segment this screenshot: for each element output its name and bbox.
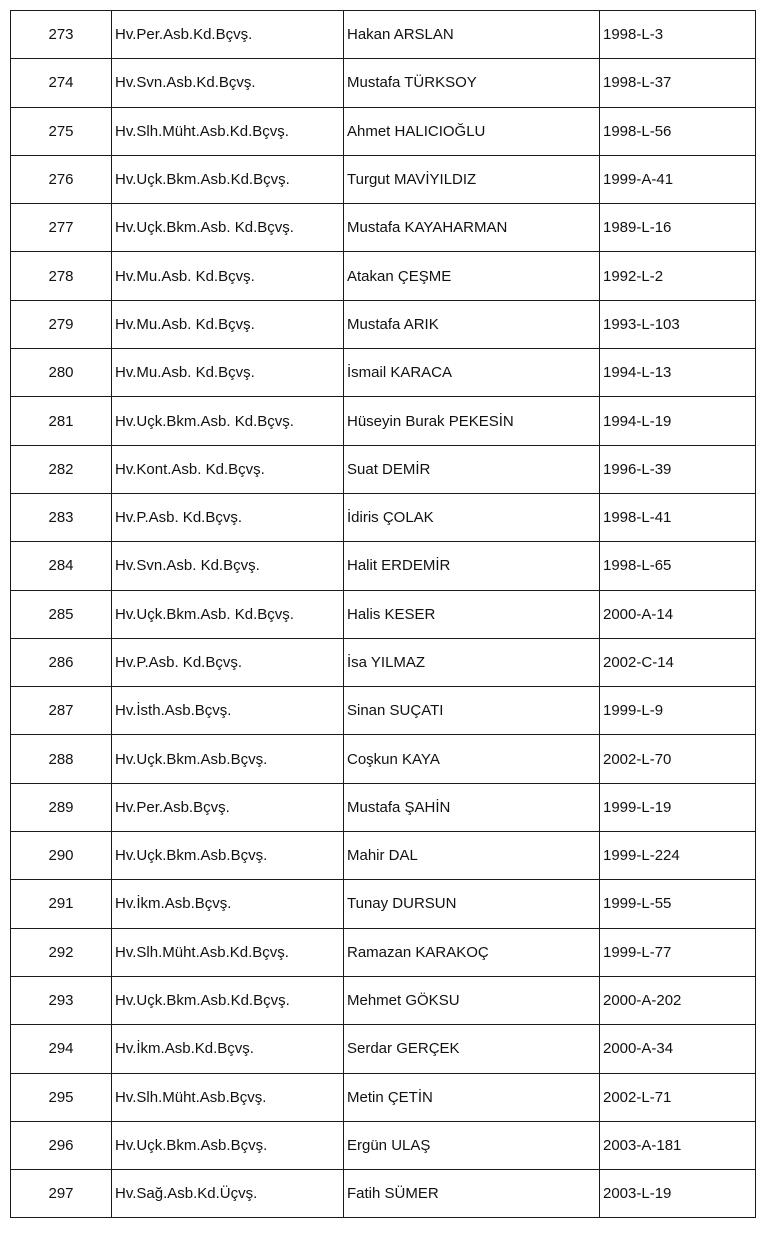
name-cell: Metin ÇETİN [344, 1073, 600, 1121]
registry-number-cell: 1996-L-39 [600, 445, 756, 493]
name-cell: Tunay DURSUN [344, 880, 600, 928]
table-row [11, 590, 756, 638]
name-cell: Ergün ULAŞ [344, 1121, 600, 1169]
row-number-cell: 296 [11, 1121, 112, 1169]
name-cell: Fatih SÜMER [344, 1170, 600, 1218]
rank-cell: Hv.İkm.Asb.Bçvş. [112, 880, 344, 928]
rank-cell: Hv.Per.Asb.Kd.Bçvş. [112, 11, 344, 59]
rank-cell: Hv.P.Asb. Kd.Bçvş. [112, 493, 344, 541]
rank-cell: Hv.P.Asb. Kd.Bçvş. [112, 638, 344, 686]
table-row [11, 880, 756, 928]
name-cell: Mahir DAL [344, 832, 600, 880]
name-cell: Ramazan KARAKOÇ [344, 928, 600, 976]
rank-cell: Hv.İsth.Asb.Bçvş. [112, 687, 344, 735]
name-cell: Coşkun KAYA [344, 735, 600, 783]
registry-number-cell: 1999-L-224 [600, 832, 756, 880]
registry-number-cell: 1993-L-103 [600, 300, 756, 348]
row-number-cell: 274 [11, 59, 112, 107]
registry-number-cell: 1998-L-65 [600, 542, 756, 590]
rank-cell: Hv.Mu.Asb. Kd.Bçvş. [112, 252, 344, 300]
registry-number-cell: 1998-L-3 [600, 11, 756, 59]
name-cell: Mustafa TÜRKSOY [344, 59, 600, 107]
rank-cell: Hv.Mu.Asb. Kd.Bçvş. [112, 300, 344, 348]
rank-cell: Hv.Uçk.Bkm.Asb.Kd.Bçvş. [112, 155, 344, 203]
table-row [11, 11, 756, 59]
table-row [11, 59, 756, 107]
registry-number-cell: 2000-A-14 [600, 590, 756, 638]
row-number-cell: 287 [11, 687, 112, 735]
registry-number-cell: 2003-L-19 [600, 1170, 756, 1218]
registry-number-cell: 1989-L-16 [600, 204, 756, 252]
personnel-table-body [11, 11, 756, 1218]
table-row [11, 976, 756, 1024]
table-row [11, 445, 756, 493]
rank-cell: Hv.Svn.Asb.Kd.Bçvş. [112, 59, 344, 107]
rank-cell: Hv.Slh.Müht.Asb.Bçvş. [112, 1073, 344, 1121]
registry-number-cell: 1999-L-55 [600, 880, 756, 928]
name-cell: Atakan ÇEŞME [344, 252, 600, 300]
name-cell: Mehmet GÖKSU [344, 976, 600, 1024]
name-cell: Turgut MAVİYILDIZ [344, 155, 600, 203]
row-number-cell: 292 [11, 928, 112, 976]
table-row [11, 1121, 756, 1169]
registry-number-cell: 2002-C-14 [600, 638, 756, 686]
rank-cell: Hv.Slh.Müht.Asb.Kd.Bçvş. [112, 928, 344, 976]
rank-cell: Hv.Uçk.Bkm.Asb. Kd.Bçvş. [112, 397, 344, 445]
name-cell: Ahmet HALICIOĞLU [344, 107, 600, 155]
rank-cell: Hv.Uçk.Bkm.Asb. Kd.Bçvş. [112, 204, 344, 252]
table-row [11, 349, 756, 397]
name-cell: Sinan SUÇATI [344, 687, 600, 735]
row-number-cell: 280 [11, 349, 112, 397]
row-number-cell: 278 [11, 252, 112, 300]
row-number-cell: 282 [11, 445, 112, 493]
row-number-cell: 289 [11, 783, 112, 831]
rank-cell: Hv.Svn.Asb. Kd.Bçvş. [112, 542, 344, 590]
row-number-cell: 297 [11, 1170, 112, 1218]
table-row [11, 1025, 756, 1073]
rank-cell: Hv.İkm.Asb.Kd.Bçvş. [112, 1025, 344, 1073]
table-row [11, 735, 756, 783]
rank-cell: Hv.Uçk.Bkm.Asb.Bçvş. [112, 832, 344, 880]
row-number-cell: 273 [11, 11, 112, 59]
name-cell: Suat DEMİR [344, 445, 600, 493]
name-cell: İsmail KARACA [344, 349, 600, 397]
row-number-cell: 276 [11, 155, 112, 203]
registry-number-cell: 2003-A-181 [600, 1121, 756, 1169]
registry-number-cell: 1999-L-19 [600, 783, 756, 831]
name-cell: Hakan ARSLAN [344, 11, 600, 59]
table-row [11, 1170, 756, 1218]
document-page [10, 10, 756, 1218]
registry-number-cell: 1999-A-41 [600, 155, 756, 203]
name-cell: Halis KESER [344, 590, 600, 638]
row-number-cell: 288 [11, 735, 112, 783]
row-number-cell: 294 [11, 1025, 112, 1073]
registry-number-cell: 2002-L-70 [600, 735, 756, 783]
registry-number-cell: 1994-L-19 [600, 397, 756, 445]
table-row [11, 204, 756, 252]
rank-cell: Hv.Uçk.Bkm.Asb.Bçvş. [112, 735, 344, 783]
row-number-cell: 277 [11, 204, 112, 252]
rank-cell: Hv.Mu.Asb. Kd.Bçvş. [112, 349, 344, 397]
row-number-cell: 286 [11, 638, 112, 686]
row-number-cell: 290 [11, 832, 112, 880]
table-row [11, 300, 756, 348]
registry-number-cell: 1998-L-41 [600, 493, 756, 541]
name-cell: İsa YILMAZ [344, 638, 600, 686]
registry-number-cell: 1994-L-13 [600, 349, 756, 397]
registry-number-cell: 1998-L-56 [600, 107, 756, 155]
name-cell: Mustafa ARIK [344, 300, 600, 348]
table-row [11, 155, 756, 203]
rank-cell: Hv.Uçk.Bkm.Asb.Kd.Bçvş. [112, 976, 344, 1024]
rank-cell: Hv.Sağ.Asb.Kd.Üçvş. [112, 1170, 344, 1218]
rank-cell: Hv.Per.Asb.Bçvş. [112, 783, 344, 831]
registry-number-cell: 2002-L-71 [600, 1073, 756, 1121]
name-cell: Mustafa KAYAHARMAN [344, 204, 600, 252]
row-number-cell: 281 [11, 397, 112, 445]
table-row [11, 832, 756, 880]
row-number-cell: 295 [11, 1073, 112, 1121]
row-number-cell: 283 [11, 493, 112, 541]
row-number-cell: 284 [11, 542, 112, 590]
name-cell: İdiris ÇOLAK [344, 493, 600, 541]
name-cell: Hüseyin Burak PEKESİN [344, 397, 600, 445]
row-number-cell: 285 [11, 590, 112, 638]
registry-number-cell: 1992-L-2 [600, 252, 756, 300]
table-row [11, 252, 756, 300]
table-row [11, 687, 756, 735]
registry-number-cell: 1999-L-77 [600, 928, 756, 976]
name-cell: Halit ERDEMİR [344, 542, 600, 590]
rank-cell: Hv.Uçk.Bkm.Asb.Bçvş. [112, 1121, 344, 1169]
table-row [11, 107, 756, 155]
registry-number-cell: 2000-A-202 [600, 976, 756, 1024]
name-cell: Mustafa ŞAHİN [344, 783, 600, 831]
row-number-cell: 291 [11, 880, 112, 928]
row-number-cell: 293 [11, 976, 112, 1024]
table-row [11, 493, 756, 541]
rank-cell: Hv.Slh.Müht.Asb.Kd.Bçvş. [112, 107, 344, 155]
registry-number-cell: 2000-A-34 [600, 1025, 756, 1073]
table-row [11, 1073, 756, 1121]
rank-cell: Hv.Kont.Asb. Kd.Bçvş. [112, 445, 344, 493]
rank-cell: Hv.Uçk.Bkm.Asb. Kd.Bçvş. [112, 590, 344, 638]
table-row [11, 783, 756, 831]
name-cell: Serdar GERÇEK [344, 1025, 600, 1073]
table-row [11, 928, 756, 976]
registry-number-cell: 1998-L-37 [600, 59, 756, 107]
table-row [11, 397, 756, 445]
personnel-table [10, 10, 756, 1218]
registry-number-cell: 1999-L-9 [600, 687, 756, 735]
table-row [11, 638, 756, 686]
table-row [11, 542, 756, 590]
row-number-cell: 279 [11, 300, 112, 348]
row-number-cell: 275 [11, 107, 112, 155]
